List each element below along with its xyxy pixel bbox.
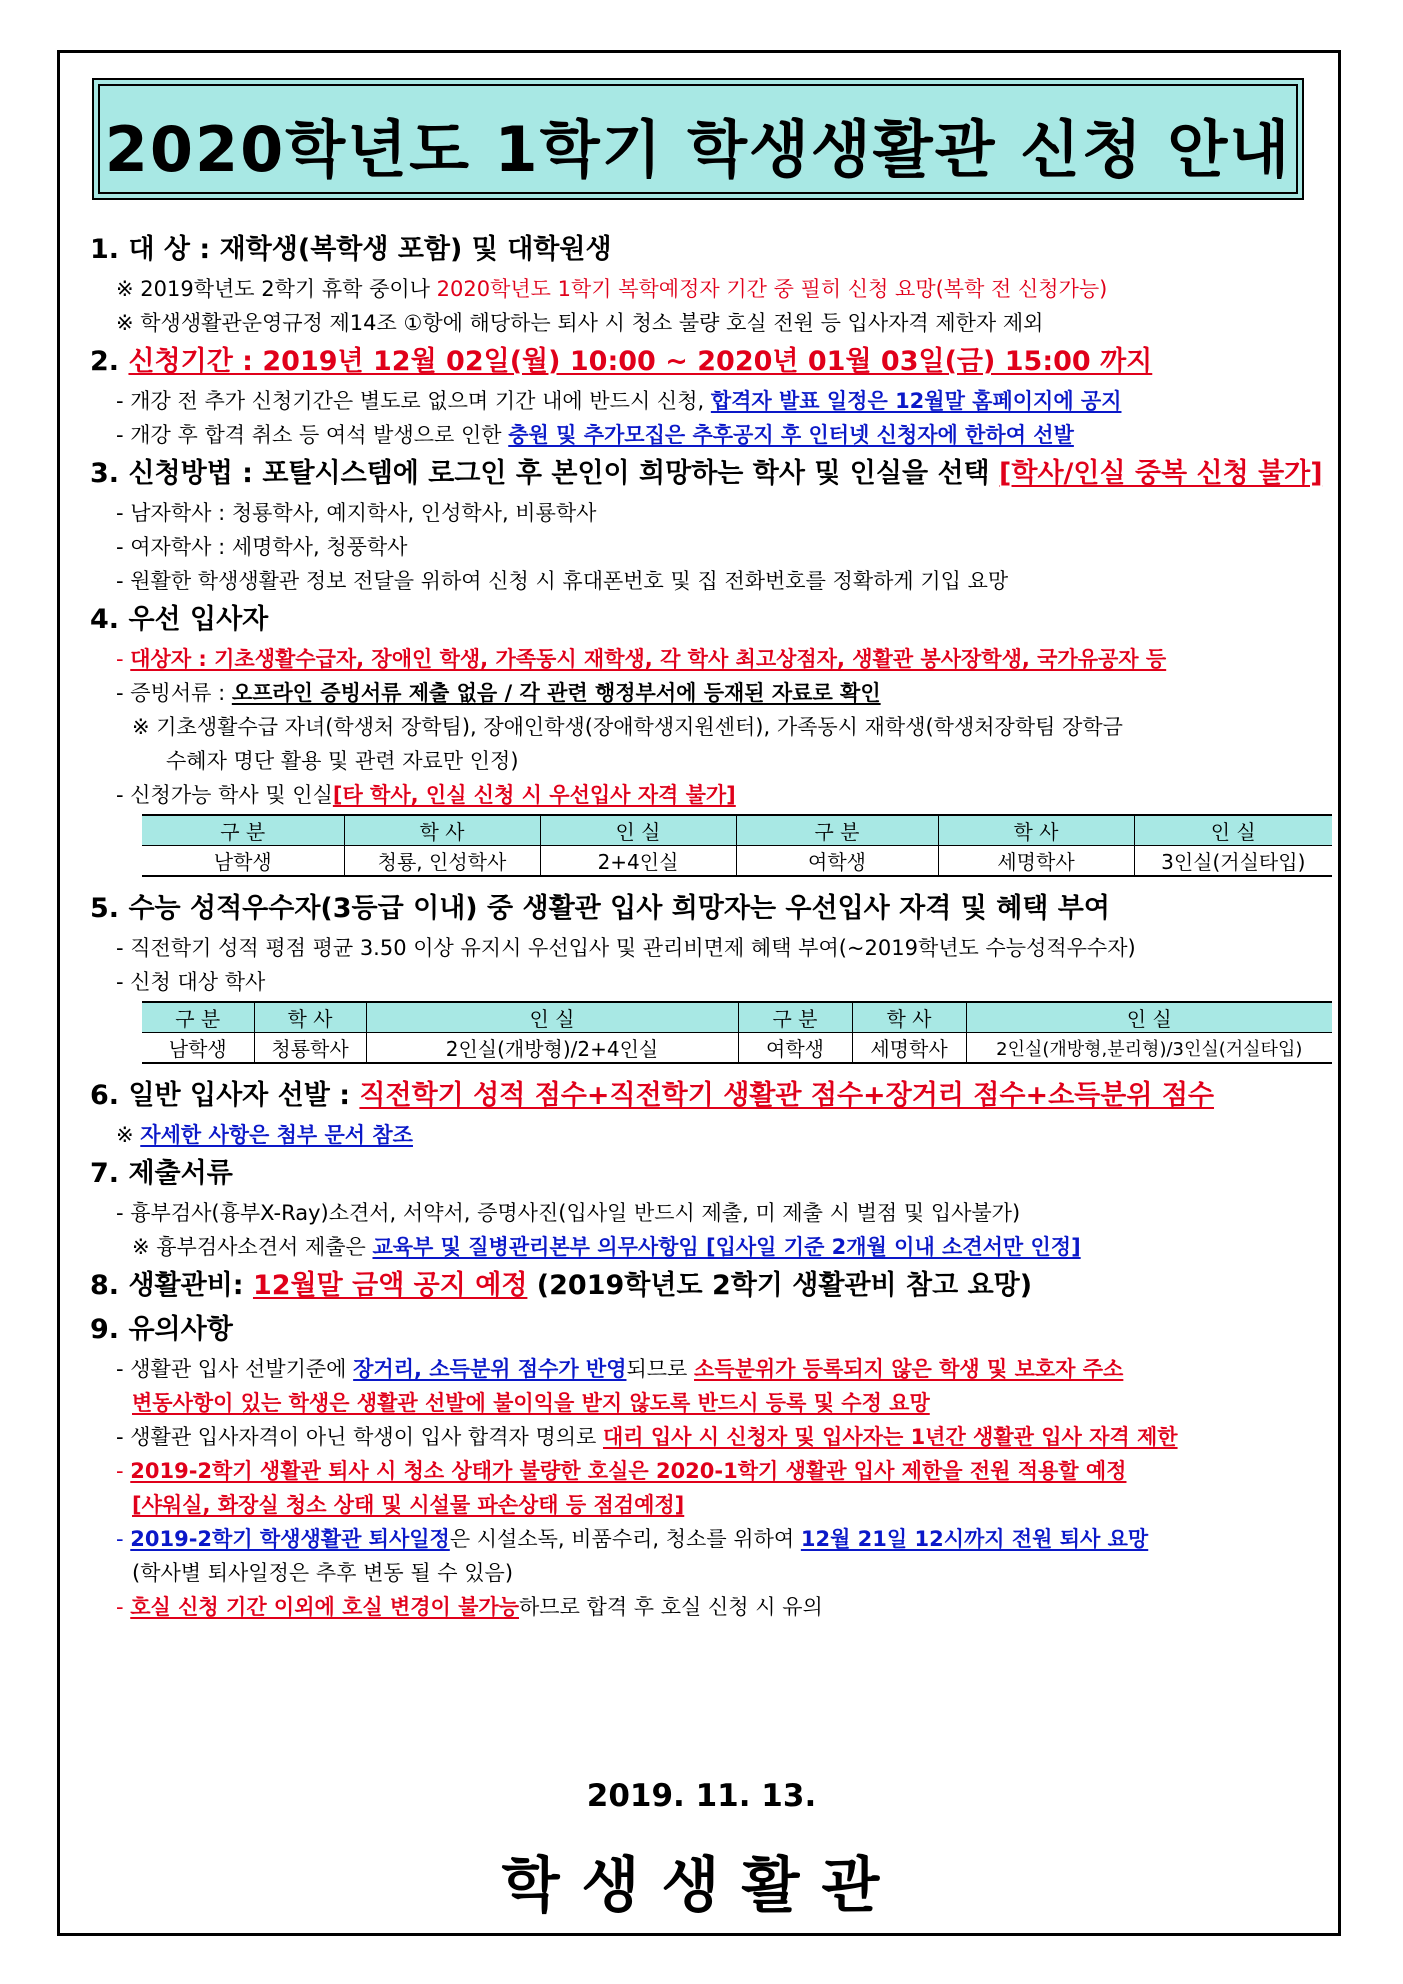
section-9-line-3 bbox=[90, 1454, 1340, 1488]
note-highlight: 2020학년도 1학기 복학예정자 기간 중 필히 신청 요망(복학 전 신청가능) bbox=[436, 277, 1108, 301]
section-4-note-1: ※ 기초생활수급 자녀(학생처 장학팀), 장애인학생(장애학생지원센터), 가족동시 재학생(학생처장학팀 장학금 bbox=[132, 715, 1123, 739]
line-dash: - bbox=[116, 1595, 131, 1619]
table-cell: 2인실(개방형)/2+4인실 bbox=[366, 1033, 738, 1064]
line-highlight: 호실 신청 기간 이외에 호실 변경이 불가능 bbox=[130, 1595, 519, 1619]
line-highlight: 12월 21일 12시까지 전원 퇴사 요망 bbox=[800, 1527, 1149, 1551]
table-header: 학 사 bbox=[852, 1002, 966, 1033]
organization-name: 학생생활관 bbox=[501, 1851, 902, 1921]
issue-date: 2019. 11. 13. bbox=[586, 1778, 817, 1814]
table-header: 인 실 bbox=[540, 815, 736, 846]
table-cell: 여학생 bbox=[736, 846, 938, 877]
section-7-heading: 7. 제출서류 bbox=[90, 1158, 233, 1189]
table-cell: 세명학사 bbox=[938, 846, 1134, 877]
section-1-note-1 bbox=[90, 272, 1340, 306]
section-4-heading: 4. 우선 입사자 bbox=[90, 604, 269, 635]
heading-text: (2019학년도 2학기 생활관비 참고 요망) bbox=[527, 1270, 1033, 1301]
line-highlight: 오프라인 증빙서류 제출 없음 / 각 관련 행정부서에 등재된 자료로 확인 bbox=[231, 681, 881, 705]
heading-highlight: 직전학기 성적 점수+직전학기 생활관 점수+장거리 점수+소득분위 점수 bbox=[359, 1080, 1214, 1111]
section-3-line-3: - 원활한 학생생활관 정보 전달을 위하여 신청 시 휴대폰번호 및 집 전화번호를 정확하게 기입 요망 bbox=[116, 569, 1009, 593]
section-4-line-2 bbox=[90, 676, 1340, 710]
apply-period: 신청기간 : 2019년 12월 02일(월) 10:00 ~ 2020년 01월 03일(금) 15:00 까지 bbox=[128, 346, 1153, 377]
page-title: 2020학년도 1학기 학생생활관 신청 안내 bbox=[104, 113, 1292, 186]
line-text: - 개강 전 추가 신청기간은 별도로 없으며 기간 내에 반드시 신청, bbox=[116, 389, 711, 413]
heading-highlight: 12월말 금액 공지 예정 bbox=[252, 1270, 528, 1301]
line-text: - 개강 후 합격 취소 등 여석 발생으로 인한 bbox=[116, 423, 509, 447]
note-text: ※ 흉부검사소견서 제출은 bbox=[132, 1235, 373, 1259]
section-9-line-1-cont bbox=[90, 1386, 1340, 1420]
section-9-line-2 bbox=[90, 1420, 1340, 1454]
section-6-heading bbox=[90, 1074, 1340, 1118]
table-header: 구 분 bbox=[736, 815, 938, 846]
section-3-line-2: - 여자학사 : 세명학사, 청풍학사 bbox=[116, 535, 408, 559]
section-9-line-5 bbox=[90, 1590, 1340, 1624]
line-text: - 신청가능 학사 및 인실 bbox=[116, 783, 333, 807]
line-text: 되므로 bbox=[626, 1357, 695, 1381]
line-dash: - bbox=[116, 1527, 131, 1551]
section-1-heading: 1. 대 상 : 재학생(복학생 포함) 및 대학원생 bbox=[90, 234, 612, 265]
line-text: 은 시설소독, 비품수리, 청소를 위하여 bbox=[449, 1527, 801, 1551]
line-highlight: [샤워실, 화장실 청소 상태 및 시설물 파손상태 등 점검예정] bbox=[132, 1493, 685, 1517]
table-header: 구 분 bbox=[142, 1002, 254, 1033]
line-highlight: 변동사항이 있는 학생은 생활관 선발에 불이익을 받지 않도록 반드시 등록 및 수정 요망 bbox=[132, 1391, 930, 1415]
table-header: 구 분 bbox=[738, 1002, 852, 1033]
table-cell: 2+4인실 bbox=[540, 846, 736, 877]
table-cell: 남학생 bbox=[142, 1033, 254, 1064]
line-highlight: 2019-2학기 생활관 퇴사 시 청소 상태가 불량한 호실은 2020-1학기 생활관 입사 제한을 전원 적용할 예정 bbox=[130, 1459, 1127, 1483]
note-mark: ※ bbox=[116, 1123, 141, 1147]
table-row bbox=[142, 846, 1332, 877]
section-9-line-4 bbox=[90, 1522, 1340, 1556]
note-highlight: 교육부 및 질병관리본부 의무사항임 [입사일 기준 2개월 이내 소견서만 인정] bbox=[372, 1235, 1081, 1259]
line-highlight: 대리 입사 시 신청자 및 입사자는 1년간 생활관 입사 자격 제한 bbox=[602, 1425, 1178, 1449]
heading-text: 6. 일반 입사자 선발 : bbox=[90, 1080, 360, 1111]
line-highlight: 합격자 발표 일정은 12월말 홈페이지에 공지 bbox=[710, 389, 1122, 413]
section-9-line-3-cont bbox=[90, 1488, 1340, 1522]
section-7-note-1 bbox=[90, 1230, 1340, 1264]
heading-highlight: [학사/인실 중복 신청 불가] bbox=[999, 458, 1323, 489]
section-3-heading bbox=[90, 452, 1340, 496]
section-9-line-1 bbox=[90, 1352, 1340, 1386]
section-7-line-1: - 흉부검사(흉부X-Ray)소견서, 서약서, 증명사진(입사일 반드시 제출, 미 제출 시 벌점 및 입사불가) bbox=[116, 1201, 1021, 1225]
section-5-line-1: - 직전학기 성적 평점 평균 3.50 이상 유지시 우선입사 및 관리비면제 혜택 부여(~2019학년도 수능성적우수자) bbox=[116, 936, 1136, 960]
line-highlight: 소득분위가 등록되지 않은 학생 및 보호자 주소 bbox=[694, 1357, 1124, 1381]
line-text: 하므로 합격 후 호실 신청 시 유의 bbox=[519, 1595, 823, 1619]
section-2-line-2 bbox=[90, 418, 1340, 452]
table-header: 학 사 bbox=[938, 815, 1134, 846]
heading-text: 3. 신청방법 : 포탈시스템에 로그인 후 본인이 희망하는 학사 및 인실을 선택 bbox=[90, 458, 1000, 489]
heading-text: 8. 생활관비: bbox=[90, 1270, 253, 1301]
notice-content bbox=[90, 228, 1340, 1624]
table-header: 구 분 bbox=[142, 815, 344, 846]
priority-dorm-table bbox=[142, 814, 1332, 877]
line-highlight: 2019-2학기 학생생활관 퇴사일정 bbox=[130, 1527, 450, 1551]
line-highlight: 장거리, 소득분위 점수가 반영 bbox=[353, 1357, 627, 1381]
section-4-line-1 bbox=[90, 642, 1340, 676]
table-header: 학 사 bbox=[344, 815, 540, 846]
table-header: 인 실 bbox=[1134, 815, 1332, 846]
top-student-dorm-table bbox=[142, 1001, 1332, 1064]
line-dash: - bbox=[116, 1459, 131, 1483]
table-header: 인 실 bbox=[366, 1002, 738, 1033]
table-header-row bbox=[142, 815, 1332, 846]
table-cell: 청룡학사 bbox=[254, 1033, 366, 1064]
table-cell: 3인실(거실타입) bbox=[1134, 846, 1332, 877]
section-1-note-2: ※ 학생생활관운영규정 제14조 ①항에 해당하는 퇴사 시 청소 불량 호실 전원 등 입사자격 제한자 제외 bbox=[116, 311, 1044, 335]
section-number: 2. bbox=[90, 346, 129, 377]
line-text: - 생활관 입사 선발기준에 bbox=[116, 1357, 354, 1381]
section-6-note-1 bbox=[90, 1118, 1340, 1152]
section-3-line-1: - 남자학사 : 청룡학사, 예지학사, 인성학사, 비룡학사 bbox=[116, 501, 597, 525]
section-5-heading: 5. 수능 성적우수자(3등급 이내) 중 생활관 입사 희망자는 우선입사 자격 및 혜택 부여 bbox=[90, 893, 1110, 924]
line-dash: - bbox=[116, 647, 131, 671]
section-2-heading bbox=[90, 340, 1340, 384]
section-9-heading: 9. 유의사항 bbox=[90, 1314, 233, 1345]
table-cell: 2인실(개방형,분리형)/3인실(거실타입) bbox=[966, 1033, 1332, 1064]
line-highlight: [타 학사, 인실 신청 시 우선입사 자격 불가] bbox=[332, 783, 736, 807]
section-2-line-1 bbox=[90, 384, 1340, 418]
table-header: 인 실 bbox=[966, 1002, 1332, 1033]
line-text: - 생활관 입사자격이 아닌 학생이 입사 합격자 명의로 bbox=[116, 1425, 603, 1449]
table-header: 학 사 bbox=[254, 1002, 366, 1033]
note-text: ※ 2019학년도 2학기 휴학 중이나 bbox=[116, 277, 437, 301]
section-4-note-1-cont: 수혜자 명단 활용 및 관련 자료만 인정) bbox=[166, 749, 519, 773]
section-8-heading bbox=[90, 1264, 1340, 1308]
line-text: - 증빙서류 : bbox=[116, 681, 232, 705]
table-cell: 청룡, 인성학사 bbox=[344, 846, 540, 877]
title-box bbox=[92, 78, 1304, 200]
table-cell: 세명학사 bbox=[852, 1033, 966, 1064]
line-highlight: 대상자 : 기초생활수급자, 장애인 학생, 가족동시 재학생, 각 학사 최고상점자, 생활관 봉사장학생, 국가유공자 등 bbox=[130, 647, 1167, 671]
table-row bbox=[142, 1033, 1332, 1064]
section-4-line-3 bbox=[90, 778, 1340, 812]
table-cell: 남학생 bbox=[142, 846, 344, 877]
section-5-line-2: - 신청 대상 학사 bbox=[116, 970, 266, 994]
line-highlight: 충원 및 추가모집은 추후공지 후 인터넷 신청자에 한하여 선발 bbox=[508, 423, 1074, 447]
note-link-text: 자세한 사항은 첨부 문서 참조 bbox=[140, 1123, 413, 1147]
table-header-row bbox=[142, 1002, 1332, 1033]
section-9-line-4-cont: (학사별 퇴사일정은 추후 변동 될 수 있음) bbox=[132, 1561, 514, 1585]
table-cell: 여학생 bbox=[738, 1033, 852, 1064]
